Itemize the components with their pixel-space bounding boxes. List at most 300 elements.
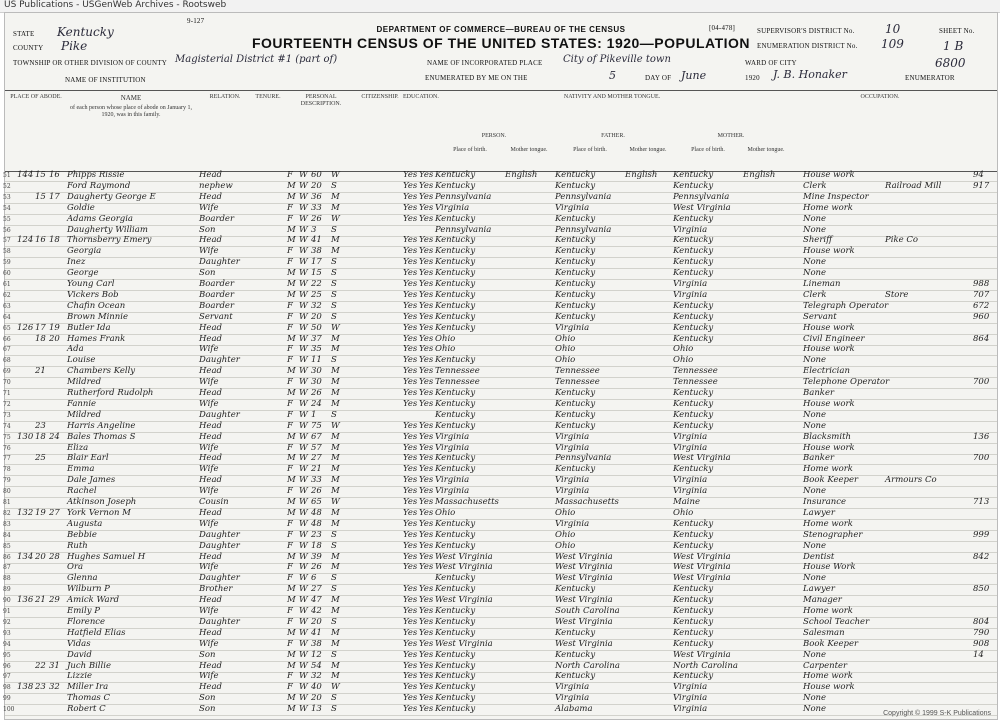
header-citizenship: CITIZENSHIP. bbox=[361, 94, 399, 100]
cell-line: 61 bbox=[3, 281, 11, 288]
cell-house bbox=[49, 573, 63, 584]
cell-sex: M bbox=[287, 584, 296, 595]
cell-status: S bbox=[331, 300, 337, 311]
cell-pob: Kentucky bbox=[435, 616, 476, 627]
cell-sex: M bbox=[287, 627, 296, 638]
cell-status: M bbox=[331, 431, 340, 442]
cell-write: Yes bbox=[419, 213, 434, 224]
state-value: Kentucky bbox=[57, 25, 114, 39]
cell-sex: M bbox=[287, 279, 296, 289]
cell-ftongue bbox=[625, 617, 671, 628]
cell-ftongue bbox=[625, 453, 671, 464]
cell-mpob: Kentucky bbox=[673, 322, 714, 333]
header-occupation: OCCUPATION. bbox=[860, 94, 900, 100]
cell-mpob: Kentucky bbox=[673, 420, 714, 431]
cell-relation: Head bbox=[199, 191, 222, 202]
cell-relation: Daughter bbox=[199, 257, 240, 268]
cell-mpob: Maine bbox=[673, 497, 700, 507]
cell-family bbox=[35, 650, 49, 661]
cell-occ: Clerk bbox=[803, 180, 827, 191]
cell-sex: F bbox=[287, 322, 293, 333]
cell-pob: Massachusetts bbox=[435, 497, 499, 507]
cell-ftongue bbox=[625, 693, 671, 704]
cell-age: 32 bbox=[311, 671, 322, 682]
cell-line: 76 bbox=[3, 444, 11, 452]
cell-mtongue bbox=[743, 388, 789, 399]
cell-name: Inez bbox=[67, 257, 86, 268]
cell-line: 86 bbox=[3, 553, 11, 561]
cell-name: David bbox=[67, 649, 92, 660]
cell-occ: Banker bbox=[803, 388, 835, 398]
cell-read: Yes bbox=[403, 268, 418, 279]
cell-relation: Head bbox=[199, 475, 222, 486]
cell-ftongue bbox=[625, 628, 671, 639]
cell-fpob: Virginia bbox=[555, 322, 590, 333]
cell-tongue bbox=[505, 562, 553, 573]
cell-mpob: Kentucky bbox=[673, 671, 714, 682]
cell-mtongue bbox=[743, 290, 789, 301]
cell-pob: Kentucky bbox=[435, 279, 476, 289]
cell-house bbox=[49, 562, 63, 573]
cell-mtongue bbox=[743, 508, 789, 519]
cell-relation: Head bbox=[199, 507, 222, 518]
header-place-of-abode: PLACE OF ABODE. bbox=[10, 94, 62, 100]
cell-sex: F bbox=[287, 573, 293, 584]
cell-house: 17 bbox=[49, 191, 60, 202]
cell-age: 41 bbox=[311, 235, 322, 246]
cell-race: W bbox=[299, 649, 308, 660]
cell-family: 19 bbox=[35, 507, 46, 518]
cell-tongue bbox=[505, 388, 553, 399]
cell-occ: House work bbox=[803, 344, 855, 355]
cell-ftongue bbox=[625, 192, 671, 203]
cell-family bbox=[35, 464, 49, 475]
cell-status: M bbox=[331, 202, 340, 213]
cell-sex: M bbox=[287, 289, 296, 300]
cell-code bbox=[973, 246, 995, 257]
cell-mtongue bbox=[743, 682, 789, 693]
cell-house bbox=[49, 497, 63, 508]
cell-mpob: Kentucky bbox=[673, 333, 714, 344]
cell-race: W bbox=[299, 311, 308, 322]
cell-house bbox=[49, 628, 63, 639]
cell-write: Yes bbox=[419, 453, 434, 464]
cell-age: 6 bbox=[311, 573, 317, 584]
cell-status: M bbox=[331, 562, 340, 573]
cell-read: Yes bbox=[403, 420, 418, 431]
cell-line: 54 bbox=[3, 204, 11, 212]
cell-ind bbox=[885, 421, 941, 432]
cell-ftongue bbox=[625, 355, 671, 366]
cell-fpob: Ohio bbox=[555, 507, 576, 518]
cell-read: Yes bbox=[403, 289, 418, 300]
cell-name: Ford Raymond bbox=[67, 180, 131, 191]
cell-age: 33 bbox=[311, 475, 322, 486]
cell-ftongue bbox=[625, 203, 671, 214]
cell-sex: M bbox=[287, 388, 296, 398]
cell-fpob: Pennsylvania bbox=[555, 224, 612, 235]
cell-mpob: Virginia bbox=[673, 682, 708, 693]
cell-write: Yes bbox=[419, 638, 434, 649]
cell-occ: Manager bbox=[803, 595, 842, 606]
cell-name: Dale James bbox=[67, 475, 116, 486]
cell-occ: None bbox=[803, 420, 827, 431]
cell-dwelling bbox=[17, 639, 35, 650]
cell-fpob: Kentucky bbox=[555, 279, 596, 289]
cell-age: 17 bbox=[311, 257, 322, 268]
cell-age: 60 bbox=[311, 170, 322, 180]
cell-pob: Kentucky bbox=[435, 246, 476, 257]
cell-status: S bbox=[331, 257, 337, 268]
cell-pob: Pennsylvania bbox=[435, 224, 492, 235]
cell-status: M bbox=[331, 627, 340, 638]
cell-occ: Salesman bbox=[803, 627, 845, 638]
cell-mpob: Virginia bbox=[673, 704, 708, 715]
cell-relation: nephew bbox=[199, 180, 233, 191]
cell-mpob: Ohio bbox=[673, 355, 694, 366]
cell-mpob: Kentucky bbox=[673, 268, 714, 279]
cell-ind bbox=[885, 399, 941, 410]
cell-ftongue bbox=[625, 366, 671, 377]
table-row bbox=[5, 704, 997, 716]
cell-ind bbox=[885, 693, 941, 704]
cell-read: Yes bbox=[403, 180, 418, 191]
cell-fpob: Tennessee bbox=[555, 377, 600, 388]
cell-relation: Brother bbox=[199, 584, 233, 595]
cell-family bbox=[35, 628, 49, 639]
cell-read: Yes bbox=[403, 584, 418, 595]
cell-code: 94 bbox=[973, 170, 984, 180]
cell-line: 65 bbox=[3, 324, 11, 332]
cell-family bbox=[35, 573, 49, 584]
cell-line: 67 bbox=[3, 346, 11, 354]
cell-name: Ada bbox=[67, 344, 84, 355]
cell-code bbox=[973, 225, 995, 236]
county-label: COUNTY bbox=[13, 44, 44, 52]
cell-fpob: Kentucky bbox=[555, 671, 596, 682]
cell-occ: Home work bbox=[803, 202, 853, 213]
cell-family bbox=[35, 344, 49, 355]
cell-dwelling bbox=[17, 334, 35, 345]
cell-name: Vidas bbox=[67, 638, 91, 649]
cell-pob: Kentucky bbox=[435, 420, 476, 431]
cell-ftongue bbox=[625, 388, 671, 399]
supervisor-value: 10 bbox=[885, 22, 901, 36]
cell-pob: Kentucky bbox=[435, 311, 476, 322]
cell-code: 917 bbox=[973, 180, 990, 191]
cell-line: 53 bbox=[3, 193, 11, 201]
cell-line: 98 bbox=[3, 684, 11, 692]
header-mother-pob: Place of birth. bbox=[691, 147, 725, 153]
cell-occ: Home work bbox=[803, 671, 853, 682]
cell-sex: F bbox=[287, 420, 293, 431]
cell-pob: Kentucky bbox=[435, 464, 476, 475]
cell-write: Yes bbox=[419, 660, 434, 671]
cell-mtongue bbox=[743, 235, 789, 246]
cell-race: W bbox=[299, 377, 308, 388]
cell-name: Emma bbox=[67, 464, 95, 475]
cell-tongue bbox=[505, 268, 553, 279]
cell-race: W bbox=[299, 366, 308, 377]
cell-ftongue bbox=[625, 541, 671, 552]
cell-race: W bbox=[299, 497, 308, 507]
cell-status: S bbox=[331, 573, 337, 584]
cell-write: Yes bbox=[419, 540, 434, 551]
cell-sex: M bbox=[287, 497, 296, 507]
cell-fpob: Kentucky bbox=[555, 180, 596, 191]
cell-fpob: Pennsylvania bbox=[555, 453, 612, 464]
cell-read: Yes bbox=[403, 453, 418, 464]
cell-house bbox=[49, 475, 63, 486]
cell-fpob: Kentucky bbox=[555, 409, 596, 420]
cell-age: 37 bbox=[311, 333, 322, 344]
cell-mtongue bbox=[743, 639, 789, 650]
cell-status: M bbox=[331, 442, 340, 453]
cell-relation: Head bbox=[199, 682, 222, 693]
cell-mpob: Kentucky bbox=[673, 616, 714, 627]
cell-ind bbox=[885, 573, 941, 584]
cell-occ: Stenographer bbox=[803, 529, 863, 540]
cell-race: W bbox=[299, 573, 308, 584]
cell-house bbox=[49, 410, 63, 421]
form-number: 9-127 bbox=[187, 17, 205, 25]
cell-line: 96 bbox=[3, 662, 11, 670]
cell-line: 85 bbox=[3, 542, 11, 550]
cell-tongue bbox=[505, 573, 553, 584]
cell-ind bbox=[885, 432, 941, 443]
cell-sex: M bbox=[287, 333, 296, 344]
cell-race: W bbox=[299, 409, 308, 420]
cell-pob: Virginia bbox=[435, 486, 470, 497]
cell-family bbox=[35, 617, 49, 628]
cell-status: W bbox=[331, 322, 340, 333]
cell-dwelling bbox=[17, 443, 35, 454]
cell-dwelling bbox=[17, 399, 35, 410]
cell-fpob: Virginia bbox=[555, 202, 590, 213]
cell-sex: F bbox=[287, 486, 293, 497]
cell-read: Yes bbox=[403, 377, 418, 388]
cell-house bbox=[49, 584, 63, 595]
cell-ind bbox=[885, 323, 941, 334]
cell-write: Yes bbox=[419, 584, 434, 595]
cell-status: S bbox=[331, 529, 337, 540]
cell-relation: Daughter bbox=[199, 616, 240, 627]
cell-relation: Daughter bbox=[199, 540, 240, 551]
cell-fpob: Kentucky bbox=[555, 268, 596, 279]
cell-status: S bbox=[331, 616, 337, 627]
sheet-value: 1 B bbox=[943, 39, 964, 53]
cell-relation: Daughter bbox=[199, 409, 240, 420]
cell-relation: Wife bbox=[199, 377, 219, 388]
cell-fpob: Massachusetts bbox=[555, 497, 619, 507]
cell-age: 27 bbox=[311, 584, 322, 595]
cell-age: 50 bbox=[311, 322, 322, 333]
cell-read: Yes bbox=[403, 431, 418, 442]
cell-read: Yes bbox=[403, 475, 418, 486]
cell-name: Thornsberry Emery bbox=[67, 235, 152, 246]
cell-dwelling bbox=[17, 617, 35, 628]
cell-ind bbox=[885, 486, 941, 497]
cell-read: Yes bbox=[403, 398, 418, 409]
cell-read: Yes bbox=[403, 344, 418, 355]
cell-status: M bbox=[331, 388, 340, 398]
cell-write: Yes bbox=[419, 377, 434, 388]
cell-sex: M bbox=[287, 595, 296, 606]
cell-family bbox=[35, 181, 49, 192]
cell-house bbox=[49, 399, 63, 410]
cell-line: 55 bbox=[3, 215, 11, 223]
cell-sex: M bbox=[287, 475, 296, 486]
cell-occ: None bbox=[803, 257, 827, 268]
cell-age: 15 bbox=[311, 268, 322, 279]
cell-dwelling bbox=[17, 377, 35, 388]
cell-name: Adams Georgia bbox=[67, 213, 133, 224]
cell-mpob: West Virginia bbox=[673, 202, 731, 213]
cell-sex: F bbox=[287, 442, 293, 453]
cell-line: 75 bbox=[3, 433, 11, 441]
cell-ind bbox=[885, 508, 941, 519]
cell-occ: None bbox=[803, 213, 827, 224]
cell-tongue bbox=[505, 290, 553, 301]
cell-ftongue: English bbox=[625, 170, 658, 180]
cell-ftongue bbox=[625, 279, 671, 290]
cell-age: 40 bbox=[311, 682, 322, 693]
cell-code: 790 bbox=[973, 627, 990, 638]
cell-ftongue bbox=[625, 464, 671, 475]
cell-ftongue bbox=[625, 584, 671, 595]
cell-family bbox=[35, 399, 49, 410]
cell-age: 21 bbox=[311, 464, 322, 475]
form-code: [04-478] bbox=[709, 24, 736, 32]
cell-write: Yes bbox=[419, 682, 434, 693]
cell-fpob: Kentucky bbox=[555, 300, 596, 311]
cell-pob: Kentucky bbox=[435, 693, 476, 704]
cell-dwelling bbox=[17, 464, 35, 475]
cell-tongue bbox=[505, 639, 553, 650]
cell-age: 65 bbox=[311, 497, 322, 507]
cell-family bbox=[35, 301, 49, 312]
cell-pob: Kentucky bbox=[435, 388, 476, 398]
cell-ind bbox=[885, 606, 941, 617]
cell-house: 20 bbox=[49, 333, 60, 344]
cell-family: 22 bbox=[35, 660, 46, 671]
cell-family bbox=[35, 246, 49, 257]
cell-read: Yes bbox=[403, 257, 418, 268]
cell-age: 38 bbox=[311, 246, 322, 257]
cell-family bbox=[35, 225, 49, 236]
cell-mpob: Kentucky bbox=[673, 257, 714, 268]
cell-pob: Ohio bbox=[435, 333, 456, 344]
cell-race: W bbox=[299, 475, 308, 486]
cell-ind: Store bbox=[885, 289, 909, 300]
cell-mpob: Ohio bbox=[673, 507, 694, 518]
cell-family bbox=[35, 475, 49, 486]
cell-ind bbox=[885, 639, 941, 650]
cell-sex: F bbox=[287, 202, 293, 213]
header-tenure: TENURE. bbox=[255, 94, 281, 100]
cell-relation: Son bbox=[199, 693, 216, 704]
cell-write: Yes bbox=[419, 202, 434, 213]
cell-status: M bbox=[331, 518, 340, 529]
cell-write: Yes bbox=[419, 486, 434, 497]
cell-race: W bbox=[299, 344, 308, 355]
cell-dwelling: 132 bbox=[17, 507, 34, 518]
cell-fpob: West Virginia bbox=[555, 616, 613, 627]
cell-tongue bbox=[505, 181, 553, 192]
cell-relation: Boarder bbox=[199, 300, 235, 311]
cell-name: Ora bbox=[67, 562, 84, 573]
cell-dwelling bbox=[17, 421, 35, 432]
cell-status: S bbox=[331, 409, 337, 420]
township-value: Magisterial District #1 (part of) bbox=[175, 54, 338, 65]
cell-mpob: Virginia bbox=[673, 224, 708, 235]
cell-house bbox=[49, 639, 63, 650]
cell-write: Yes bbox=[419, 497, 434, 507]
cell-family bbox=[35, 562, 49, 573]
cell-family bbox=[35, 704, 49, 715]
cell-age: 30 bbox=[311, 366, 322, 377]
cell-relation: Son bbox=[199, 268, 216, 279]
cell-pob: Kentucky bbox=[435, 573, 476, 584]
cell-dwelling: 126 bbox=[17, 322, 34, 333]
cell-tongue bbox=[505, 214, 553, 225]
cell-status: S bbox=[331, 355, 337, 366]
cell-mpob: Kentucky bbox=[673, 388, 714, 398]
cell-age: 36 bbox=[311, 191, 322, 202]
cell-age: 26 bbox=[311, 388, 322, 398]
cell-ftongue bbox=[625, 246, 671, 257]
cell-dwelling bbox=[17, 290, 35, 301]
cell-dwelling bbox=[17, 388, 35, 399]
cell-sex: F bbox=[287, 213, 293, 224]
cell-read: Yes bbox=[403, 606, 418, 616]
cell-read: Yes bbox=[403, 279, 418, 289]
cell-read: Yes bbox=[403, 704, 418, 715]
cell-pob: Kentucky bbox=[435, 257, 476, 268]
cell-mtongue bbox=[743, 399, 789, 410]
cell-write: Yes bbox=[419, 366, 434, 377]
cell-name: York Vernon M bbox=[67, 507, 131, 518]
cell-mtongue bbox=[743, 268, 789, 279]
cell-race: W bbox=[299, 388, 308, 398]
cell-write: Yes bbox=[419, 551, 434, 562]
cell-family bbox=[35, 693, 49, 704]
cell-dwelling bbox=[17, 584, 35, 595]
cell-status: M bbox=[331, 464, 340, 475]
cell-house: 28 bbox=[49, 551, 60, 562]
cell-tongue bbox=[505, 704, 553, 715]
cell-line: 91 bbox=[3, 608, 11, 615]
header-relation: RELATION. bbox=[209, 94, 241, 100]
cell-race: W bbox=[299, 213, 308, 224]
cell-relation: Wife bbox=[199, 486, 219, 497]
cell-house bbox=[49, 453, 63, 464]
ward-label: WARD OF CITY bbox=[745, 59, 797, 67]
cell-race: W bbox=[299, 464, 308, 475]
cell-fpob: Kentucky bbox=[555, 398, 596, 409]
cell-race: W bbox=[299, 638, 308, 649]
department-heading: DEPARTMENT OF COMMERCE—BUREAU OF THE CENSUS bbox=[376, 25, 626, 34]
cell-dwelling: 138 bbox=[17, 682, 34, 693]
cell-line: 79 bbox=[3, 477, 11, 485]
cell-dwelling bbox=[17, 301, 35, 312]
cell-mtongue bbox=[743, 519, 789, 530]
cell-code bbox=[973, 344, 995, 355]
cell-name: Miller Ira bbox=[67, 682, 109, 693]
cell-mpob: Tennessee bbox=[673, 377, 718, 388]
cell-ind bbox=[885, 257, 941, 268]
cell-mpob: Kentucky bbox=[673, 518, 714, 529]
